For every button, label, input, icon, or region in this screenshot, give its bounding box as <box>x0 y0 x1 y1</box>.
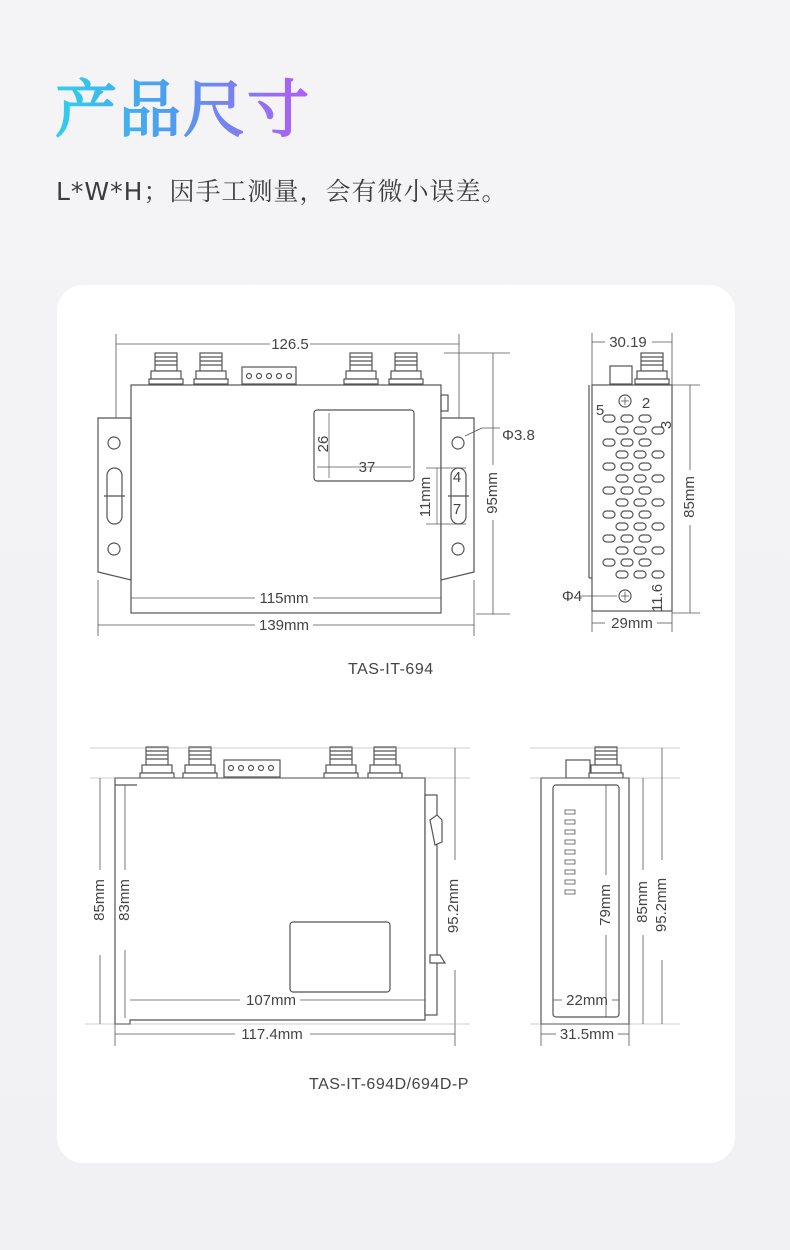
d1-window-height: 26 <box>315 435 332 453</box>
d2-height-85mm: 85mm <box>91 879 108 921</box>
d2-total-width: 117.4mm <box>241 1026 303 1043</box>
d1-slot-4: 4 <box>452 469 462 486</box>
d1-slot-7: 7 <box>452 501 462 518</box>
d2-side-height-85mm: 85mm <box>634 881 651 923</box>
d1-side-height-85mm: 85mm <box>681 476 698 518</box>
d1-slot-11mm: 11mm <box>417 476 434 518</box>
d1-side-dim-2: 2 <box>641 395 651 412</box>
d1-side-dim-5: 5 <box>595 402 605 419</box>
d2-height-95-2mm: 95.2mm <box>445 878 462 934</box>
d1-side-top-width: 30.19 <box>609 334 647 351</box>
d1-body-width: 115mm <box>259 590 309 607</box>
page-title: 产品尺寸 <box>55 70 311 150</box>
d2-side-height-79mm: 79mm <box>597 884 614 926</box>
d1-hole-diameter: Φ3.8 <box>502 427 535 444</box>
d2-side-inner-width: 22mm <box>566 992 608 1009</box>
d2-side-total-width: 31.5mm <box>559 1026 615 1043</box>
d1-window-width: 37 <box>358 459 376 476</box>
d1-side-dim-3: 3 <box>658 420 675 430</box>
diagram1-caption: TAS-IT-694 <box>348 661 434 678</box>
d2-height-83mm: 83mm <box>116 879 133 921</box>
d1-side-dim-11-6: 11.6 <box>649 583 666 613</box>
d1-height-95mm: 95mm <box>484 472 501 514</box>
d1-side-hole-diameter: Φ4 <box>561 588 583 605</box>
page-subtitle: L*W*H；因手工测量，会有微小误差。 <box>56 177 508 206</box>
d1-total-width: 139mm <box>258 617 310 634</box>
d1-overall-width-top: 126.5 <box>271 336 309 353</box>
d1-side-bottom-width: 29mm <box>611 615 653 632</box>
d2-inner-width: 107mm <box>245 992 297 1009</box>
d2-side-height-95-2mm: 95.2mm <box>653 877 670 933</box>
diagram2-caption: TAS-IT-694D/694D-P <box>309 1076 469 1093</box>
